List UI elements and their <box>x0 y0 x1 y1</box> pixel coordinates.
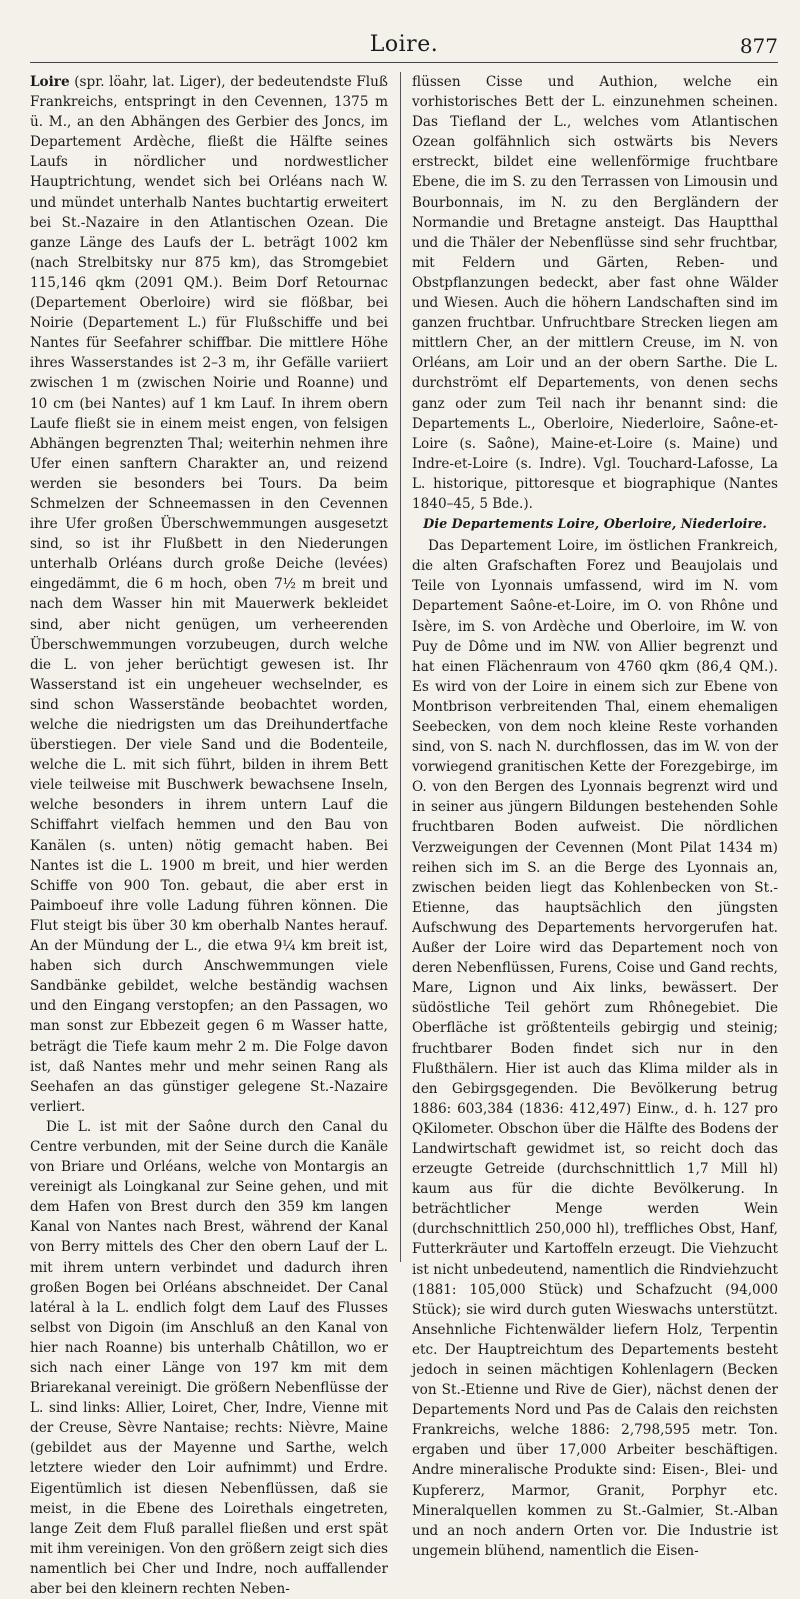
page-header <box>30 32 778 63</box>
page-number: 877 <box>739 34 778 58</box>
section-subheading: Die Departements Loire, Oberloire, Niederloire. <box>423 517 767 533</box>
left-column <box>30 72 388 1598</box>
column-divider <box>400 72 401 1262</box>
right-column <box>412 72 778 1559</box>
entry-paragraph: flüssen Cisse und Authion, welche ein vorhistorisches Bett der L. einzunehmen scheinen. Das Tiefland der L., welches vom Atlantischen Ozean golfähnlich sich ostwärts bis Nevers erstreckt, bildet eine wellenförmige fruchtbare Ebene, die im S. zu den Terrassen von Limousin und Bourbonnais, im N. zu den Bergländern der Normandie und Bretagne ansteigt. Das Hauptthal und die Thäler der Nebenflüsse sind sehr fruchtbar, mit Feldern und Gärten, Reben- und Obstpflanzungen bedeckt, aber fast ohne Wälder und Wiesen. Auch die höhern Landschaften sind im ganzen fruchtbar. Unfruchtbare Strecken liegen am mittlern Cher, an der mittlern Creuse, im N. von Orléans, am Loir und an der obern Sarthe. Die L. durchströmt elf Departements, von denen sechs ganz oder zum Teil nach ihr benannt sind: die Departements L., Oberloire, Niederloire, Saône-et-Loire (s. Saône), Maine-et-Loire (s. Maine) und Indre-et-Loire (s. Indre). Vgl. Touchard-Lafosse, La L. historique, pittoresque et biographique (Nantes 1840–45, 5 Bde.). <box>412 74 778 512</box>
entry-text: (spr. löahr, lat. Liger), der bedeutendste Fluß Frankreichs, entspringt in den Cevennen, 1375 m ü. M., an den Abhängen des Gerbier des Joncs, im Departement Ardèche, fließt die Hälfte seines Laufs in nördlicher und nordwestlicher Hauptrichtung, wendet sich bei Orléans nach W. und mündet unterhalb Nantes buchtartig erweitert bei St.-Nazaire in den Atlantischen Ozean. Die ganze Länge des Laufs der L. beträgt 1002 km (nach Strelbitsky nur 875 km), das Stromgebiet 115,146 qkm (2091 QM.). Beim Dorf Retournac (Departement Oberloire) wird sie flößbar, bei Noirie (Departement L.) für Flußschiffe und bei Nantes für Seefahrer schiffbar. Die mittlere Höhe ihres Wasserstandes ist 2–3 m, ihr Gefälle variiert zwischen 1 m (zwischen Noirie und Roanne) und 10 cm (bei Nantes) auf 1 km Lauf. In ihrem obern Laufe fließt sie in einem meist engen, von felsigen Abhängen begrenzten Thal; weiterhin nehmen ihre Ufer einen sanftern Charakter an, und reizend werden sie besonders bei Tours. Da beim Schmelzen der Schneemassen in den Cevennen ihre Ufer großen Überschwemmungen ausgesetzt sind, so ist ihr Flußbett in den Niederungen unterhalb Orléans durch große Deiche (levées) eingedämmt, die 6 m hoch, oben 7½ m breit und nach dem Wasser hin mit Mauerwerk bekleidet sind, aber nicht genügen, um verheerenden Überschwemmungen vorzubeugen, durch welche die L. von jeher berüchtigt gewesen ist. Ihr Wasserstand ist ein ungeheuer wechselnder, es sind schon Wasserstände beobachtet worden, welche die niedrigsten um das Dreihundertfache überstiegen. Der viele Sand und die Bodenteile, welche die L. mit sich führt, bilden in ihrem Bett viele teilweise mit Buschwerk bewachsene Inseln, welche besonders in ihrem untern Lauf die Schiffahrt vielfach hemmen und den Bau von Kanälen (s. unten) nötig gemacht haben. Bei Nantes ist die L. 1900 m breit, und hier werden Schiffe von 900 Ton. gebaut, die aber erst in Paimboeuf ihre volle Ladung führen können. Die Flut steigt bis über 30 km oberhalb Nantes herauf. An der Mündung der L., die etwa 9¼ km breit ist, haben sich durch Anschwemmungen viele Sandbänke gebildet, welche beständig wachsen und den Eingang verstopfen; an den Passagen, wo man sonst zur Ebbezeit gegen 6 m Wasser hatte, beträgt die Tiefe kaum mehr 2 m. Die Folge davon ist, daß Nantes mehr und mehr seinen Rang als Seehafen an das günstiger gelegene St.-Nazaire verliert. <box>30 74 388 1115</box>
entry-paragraph <box>30 72 388 1117</box>
entry-headword: Loire <box>30 74 70 90</box>
entry-paragraph: Das Departement Loire, im östlichen Frankreich, die alten Grafschaften Forez und Beaujolais und Teile von Lyonnais umfassend, wird im N. vom Departement Saône-et-Loire, im O. von Rhône und Isère, im S. von Ardèche und Oberloire, im W. von Puy de Dôme und im NW. von Allier begrenzt und hat einen Flächenraum von 4760 qkm (86,4 QM.). Es wird von der Loire in einem sich zur Ebene von Montbrison verbreitenden Thal, einem ehemaligen Seebecken, von dem noch kleine Reste vorhanden sind, von S. nach N. durchflossen, das im W. von der vorwiegend granitischen Kette der Forezgebirge, im O. von den Bergen des Lyonnais begrenzt wird und in seiner aus jüngern Bildungen bestehenden Sohle fruchtbaren Boden aufweist. Die nördlichen Verzweigungen der Cevennen (Mont Pilat 1434 m) reihen sich im S. an die Berge des Lyonnais an, zwischen beiden liegt das Kohlenbecken von St.-Etienne, das hauptsächlich den jüngsten Aufschwung des Departements hervorgerufen hat. Außer der Loire wird das Departement noch von deren Nebenflüssen, Furens, Coise und Gand rechts, Mare, Lignon und Aix links, bewässert. Der südöstliche Teil gehört zum Rhônegebiet. Die Oberfläche ist größtenteils gebirgig und steinig; fruchtbarer Boden findet sich nur in den Flußthälern. Hier ist auch das Klima milder als in den Gebirgsgegenden. Die Bevölkerung betrug 1886: 603,384 (1836: 412,497) Einw., d. h. 127 pro QKilometer. Obschon über die Hälfte des Bodens der Landwirtschaft gewidmet ist, so reicht doch das erzeugte Getreide (durchschnittlich 1,7 Mill hl) kaum aus für die dichte Bevölkerung. In beträchtlicher Menge werden Wein (durchschnittlich 250,000 hl), treffliches Obst, Hanf, Futterkräuter und Kartoffeln erzeugt. Die Viehzucht ist nicht unbedeutend, namentlich die Rindviehzucht (1881: 105,000 Stück) und Schafzucht (94,000 Stück); sie wird durch guten Wieswachs unterstützt. Ansehnliche Fichtenwälder liefern Holz, Terpentin etc. Der Hauptreichtum des Departements besteht jedoch in seinen mächtigen Kohlenlagern (Becken von St.-Etienne und Rive de Gier), nächst denen der Departements Nord und Pas de Calais den reichsten Frankreichs, welche 1886: 2,798,595 metr. Ton. ergaben und über 17,000 Arbeiter beschäftigen. Andre mineralische Produkte sind: Eisen-, Blei- und Kupfererz, Marmor, Granit, Porphyr etc. Mineralquellen kommen zu St.-Galmier, St.-Alban und an noch andern Orten vor. Die Industrie ist ungemein blühend, namentlich die Eisen- <box>412 538 778 1559</box>
entry-paragraph: Die L. ist mit der Saône durch den Canal du Centre verbunden, mit der Seine durch die Kanäle von Briare und Orléans, welche von Montargis an vereinigt als Loingkanal zur Seine gehen, und mit dem Hafen von Brest durch den 359 km langen Kanal von Nantes nach Brest, während der Kanal von Berry mittels des Cher den obern Lauf der L. mit ihrem untern verbindet und dadurch ihren großen Bogen bei Orléans abschneidet. Der Canal latéral à la L. endlich folgt dem Lauf des Flusses selbst von Digoin (im Anschluß an den Kanal von hier nach Roanne) bis unterhalb Châtillon, wo er sich nach einer Länge von 197 km mit dem Briarekanal vereinigt. Die größern Nebenflüsse der L. sind links: Allier, Loiret, Cher, Indre, Vienne mit der Creuse, Sèvre Nantaise; rechts: Nièvre, Maine (gebildet aus der Mayenne und Sarthe, welch letztere wieder den Loir aufnimmt) und Erdre. Eigentümlich ist diesen Nebenflüssen, daß sie meist, in die Ebene des Loirethals eingetreten, lange Zeit dem Fluß parallel fließen und erst spät mit ihm vereinigen. Von den größern zeigt sich dies namentlich bei Cher und Indre, noch auffallender aber bei den kleinern rechten Neben- <box>30 1118 388 1598</box>
running-title: Loire. <box>369 32 439 57</box>
